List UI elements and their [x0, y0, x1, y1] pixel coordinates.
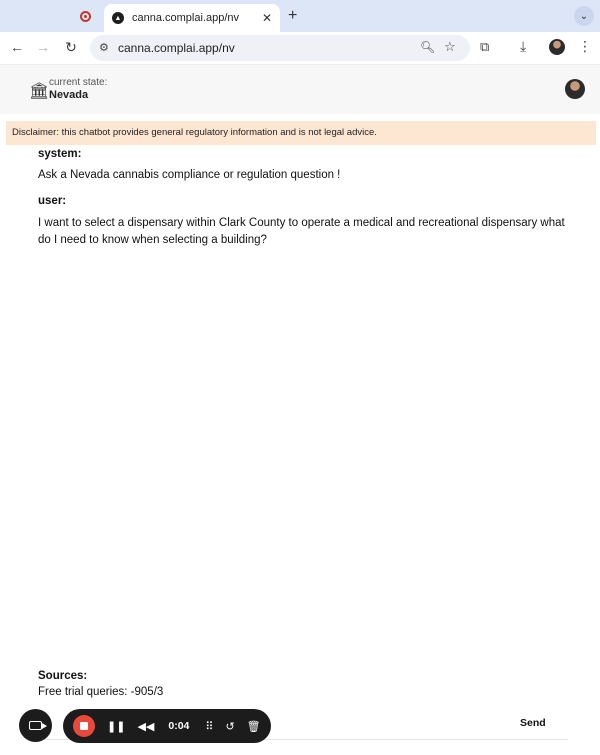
message-text-system: Ask a Nevada cannabis compliance or regulation question !	[38, 169, 341, 181]
message-text-user: I want to select a dispensary within Clark County to operate a medical and recreational dispensary what do I need to know when selecting a building?	[38, 217, 565, 246]
zoom-icon[interactable]: 🔍︎	[420, 40, 436, 54]
message-role-user: user:	[38, 195, 67, 207]
browser-tab-strip	[0, 0, 600, 32]
app-header	[0, 64, 600, 114]
grid-icon[interactable]: ⠿	[205, 720, 214, 733]
trash-icon[interactable]: 🗑	[246, 720, 261, 733]
site-favicon-icon: ▲	[112, 12, 124, 24]
recording-icon	[80, 11, 91, 22]
send-button[interactable]: Send	[520, 717, 546, 729]
sources-label: Sources:	[38, 670, 88, 682]
camera-icon	[29, 721, 42, 730]
recording-controls	[63, 709, 271, 743]
profile-avatar[interactable]	[549, 39, 565, 55]
tab-title: canna.complai.app/nv	[132, 12, 240, 24]
user-avatar[interactable]	[565, 79, 585, 99]
close-tab-icon[interactable]: ✕	[261, 11, 272, 25]
restart-icon[interactable]: ↺	[225, 720, 235, 733]
browser-toolbar	[0, 32, 600, 64]
tab-active[interactable]	[104, 4, 280, 32]
disclaimer-banner: Disclaimer: this chatbot provides general regulatory information and is not legal advice.	[6, 121, 596, 145]
url-text[interactable]: canna.complai.app/nv	[118, 41, 235, 55]
pause-icon[interactable]: ❚❚	[107, 720, 126, 733]
site-info-icon[interactable]: ⚙	[99, 42, 109, 54]
tab-search-button[interactable]: ⌄	[574, 6, 594, 26]
camera-button[interactable]	[19, 709, 52, 742]
tab-recording[interactable]	[70, 6, 100, 26]
message-role-system: system:	[38, 148, 82, 160]
forward-arrow-icon[interactable]: →	[36, 39, 50, 55]
bank-icon: 🏛	[29, 83, 50, 100]
extensions-puzzle-icon[interactable]: ⧉	[480, 39, 490, 54]
trial-queries-count: Free trial queries: -905/3	[38, 686, 164, 698]
recording-timer: 0:04	[168, 720, 190, 732]
back-arrow-icon[interactable]: ←	[10, 39, 24, 55]
stop-recording-button[interactable]	[73, 715, 95, 737]
stop-icon	[80, 722, 88, 730]
current-state-name[interactable]: Nevada	[49, 89, 89, 101]
reload-icon[interactable]: ↻	[65, 39, 77, 55]
new-tab-button[interactable]: +	[288, 7, 298, 24]
rewind-icon[interactable]: ◀◀	[137, 720, 155, 733]
bookmark-star-icon[interactable]: ☆	[444, 39, 456, 54]
download-icon[interactable]: ⤓	[520, 38, 527, 54]
more-menu-icon[interactable]: ⋮	[578, 38, 592, 54]
address-bar[interactable]	[90, 35, 470, 61]
current-state-label: current state:	[49, 77, 108, 88]
